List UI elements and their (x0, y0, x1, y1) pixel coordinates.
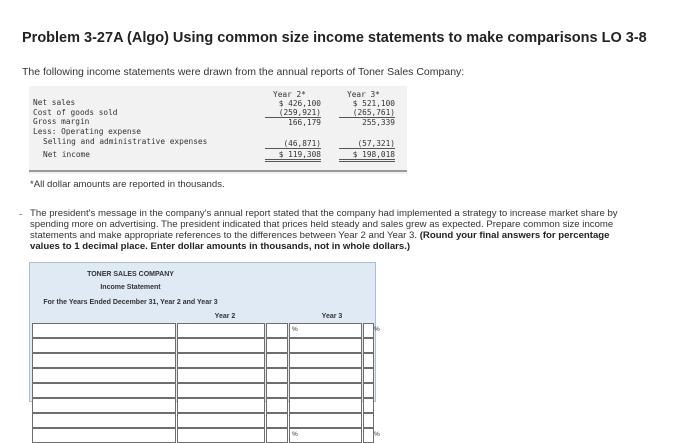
statement-bottom-rule (29, 170, 407, 172)
year3-percent-input[interactable] (363, 353, 374, 368)
row-label-input[interactable] (32, 338, 176, 353)
problem-title: Problem 3-27A (Algo) Using common size income statements to make comparisons LO 3-8 (22, 30, 647, 46)
cogs-y3: (265,761) (339, 108, 395, 118)
answer-row (30, 383, 375, 398)
gross-margin-y3: 255,339 (362, 118, 395, 127)
year3-percent-input[interactable] (363, 383, 374, 398)
question-bullet: - (19, 209, 23, 220)
year2-percent-input[interactable] (266, 368, 288, 383)
table-company-name: TONER SALES COMPANY (87, 271, 174, 278)
col-header-year3: Year 3 (321, 313, 343, 320)
cogs-label: Cost of goods sold (33, 108, 118, 117)
year2-percent-input[interactable] (266, 353, 288, 368)
year3-amount-input[interactable] (289, 398, 362, 413)
question-body: The president's message in the company's annual report stated that the company had implemented a strategy to increase market share by spending more on advertising. The president indicated that prices held steady and sales grew as expected. Prepare common size income statements and make appropriate references to the differences between Year 2 and Year 3. (30, 208, 618, 241)
problem-intro: The following income statements were drawn from the annual reports of Toner Sales Company: (22, 66, 465, 78)
net-income-y3: $ 198,018 (339, 150, 395, 162)
year3-percent-input[interactable] (363, 413, 374, 428)
answer-row (30, 413, 375, 428)
row-label-input[interactable] (32, 368, 176, 383)
year2-amount-input[interactable] (177, 323, 265, 338)
answer-table (29, 262, 380, 438)
table-statement-name: Income Statement (100, 284, 161, 291)
year2-percent-input[interactable] (266, 413, 288, 428)
year2-amount-input[interactable] (177, 428, 265, 443)
less-opex-label: Less: Operating expense (33, 127, 141, 136)
sga-y2: (46,871) (265, 139, 321, 149)
net-income-label: Net income (43, 150, 90, 159)
year3-percent-input[interactable] (363, 368, 374, 383)
year2-amount-input[interactable] (177, 413, 265, 428)
year3-amount-input[interactable] (289, 368, 362, 383)
year2-percent-input[interactable] (266, 398, 288, 413)
net-income-y2: $ 119,308 (265, 150, 321, 162)
col-header-year2: Year 2 (214, 313, 236, 320)
net-sales-y2: $ 426,100 (278, 99, 321, 108)
year3-amount-input[interactable] (289, 413, 362, 428)
cogs-y2: (259,921) (265, 108, 321, 118)
answer-row (30, 428, 380, 443)
row-label-input[interactable] (32, 323, 176, 338)
year3-percent-input[interactable] (363, 338, 374, 353)
year3-percent-input[interactable] (363, 398, 374, 413)
gross-margin-label: Gross margin (33, 117, 90, 126)
answer-row (30, 323, 380, 338)
sga-label: Selling and administrative expenses (43, 137, 208, 146)
net-sales-label: Net sales (33, 98, 76, 107)
row-label-input[interactable] (32, 383, 176, 398)
year2-header: Year 2* (273, 90, 306, 99)
year2-amount-input[interactable] (177, 368, 265, 383)
net-sales-y3: $ 521,100 (352, 99, 395, 108)
gross-margin-y2: 166,179 (288, 118, 321, 127)
year2-percent-sign: % (292, 431, 298, 438)
income-statement-panel (29, 86, 407, 174)
year3-percent-input[interactable] (363, 428, 374, 443)
year2-percent-input[interactable] (266, 428, 288, 443)
answer-row (30, 398, 375, 413)
row-label-input[interactable] (32, 353, 176, 368)
footnote: *All dollar amounts are reported in thousands. (30, 179, 225, 190)
year2-percent-input[interactable] (266, 383, 288, 398)
answer-row (30, 353, 375, 368)
year3-amount-input[interactable] (289, 383, 362, 398)
year3-amount-input[interactable] (289, 338, 362, 353)
year2-amount-input[interactable] (177, 338, 265, 353)
year2-percent-input[interactable] (266, 338, 288, 353)
year3-amount-input[interactable] (289, 323, 362, 338)
answer-row (30, 338, 375, 353)
row-label-input[interactable] (32, 428, 176, 443)
year2-amount-input[interactable] (177, 398, 265, 413)
year3-amount-input[interactable] (289, 353, 362, 368)
row-label-input[interactable] (32, 413, 176, 428)
sga-y3: (57,321) (339, 139, 395, 149)
question-instruction: (Round your final answers for percentage values to 1 decimal place. Enter dollar amounts in thousands, not in whole dollars.) (30, 230, 610, 252)
row-label-input[interactable] (32, 398, 176, 413)
answer-grid (30, 323, 380, 443)
year2-percent-sign: % (292, 326, 298, 333)
year3-percent-sign: % (374, 431, 380, 438)
question-text (30, 208, 640, 252)
answer-row (30, 368, 375, 383)
year3-percent-input[interactable] (363, 323, 374, 338)
year2-amount-input[interactable] (177, 383, 265, 398)
year2-amount-input[interactable] (177, 353, 265, 368)
year3-header: Year 3* (347, 90, 380, 99)
year3-percent-sign: % (374, 326, 380, 333)
year2-percent-input[interactable] (266, 323, 288, 338)
year3-amount-input[interactable] (289, 428, 362, 443)
table-period: For the Years Ended December 31, Year 2 and Year 3 (43, 299, 218, 306)
